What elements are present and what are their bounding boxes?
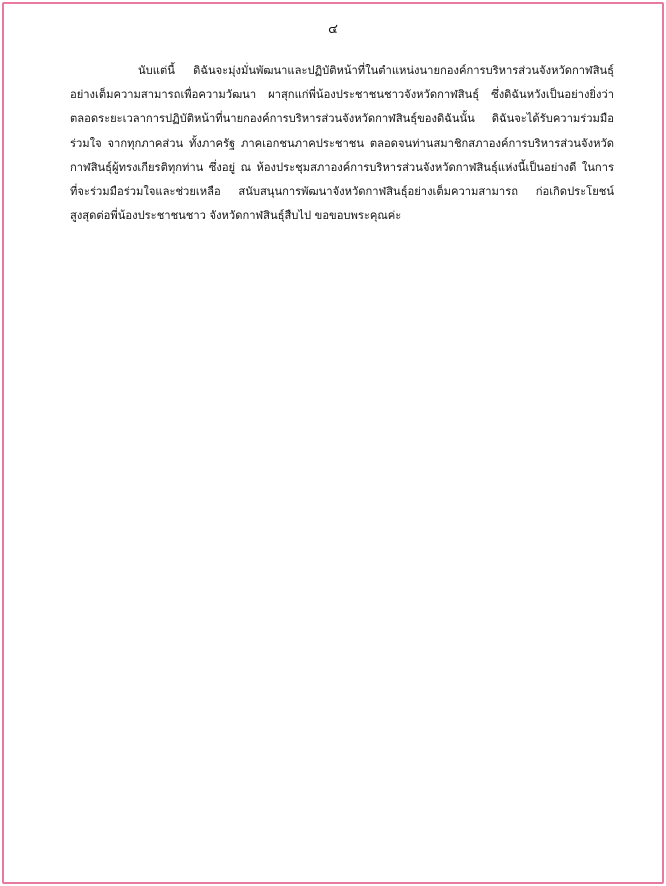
paragraph-line: ร่วมใจ จากทุกภาคส่วน ทั้งภาครัฐ ภาคเอกชนภาคประชาชน ตลอดจนท่านสมาชิกสภาองค์การบริหารส่วนจังหวัด [70,136,614,150]
paragraph-line: อย่างเต็มความสามารถเพื่อความวัฒนา ผาสุกแก่พี่น้องประชาชนชาวจังหวัดกาฬสินธุ์ ซึ่งดิฉันหวังเป็นอย่างยิ่งว่า [70,88,614,102]
paragraph-line: นับแต่นี้ ดิฉันจะมุ่งมั่นพัฒนาและปฏิบัติหน้าที่ในตำแหน่งนายกองค์การบริหารส่วนจังหวัดกาฬสินธุ์ [138,64,614,77]
paragraph-line: สูงสุดต่อพี่น้องประชาชนชาว จังหวัดกาฬสินธุ์สืบไป ขอขอบพระคุณค่ะ [70,209,402,223]
body-paragraph [70,59,614,228]
page-number: ๔ [328,22,338,37]
document-page [2,2,664,884]
paragraph-line: กาฬสินธุ์ผู้ทรงเกียรติทุกท่าน ซึ่งอยู่ ณ ห้องประชุมสภาองค์การบริหารส่วนจังหวัดกาฬสินธุ์แห่งนี้เป็นอย่างดี ในการ [70,160,614,174]
paragraph-line: ตลอดระยะเวลาการปฏิบัติหน้าที่นายกองค์การบริหารส่วนจังหวัดกาฬสินธุ์ของดิฉันนั้น ดิฉันจะได้รับความร่วมมือ [70,112,614,126]
paragraph-line: ที่จะร่วมมือร่วมใจและช่วยเหลือ สนับสนุนการพัฒนาจังหวัดกาฬสินธุ์อย่างเต็มความสามารถ ก่อเกิดประโยชน์ [70,185,614,199]
